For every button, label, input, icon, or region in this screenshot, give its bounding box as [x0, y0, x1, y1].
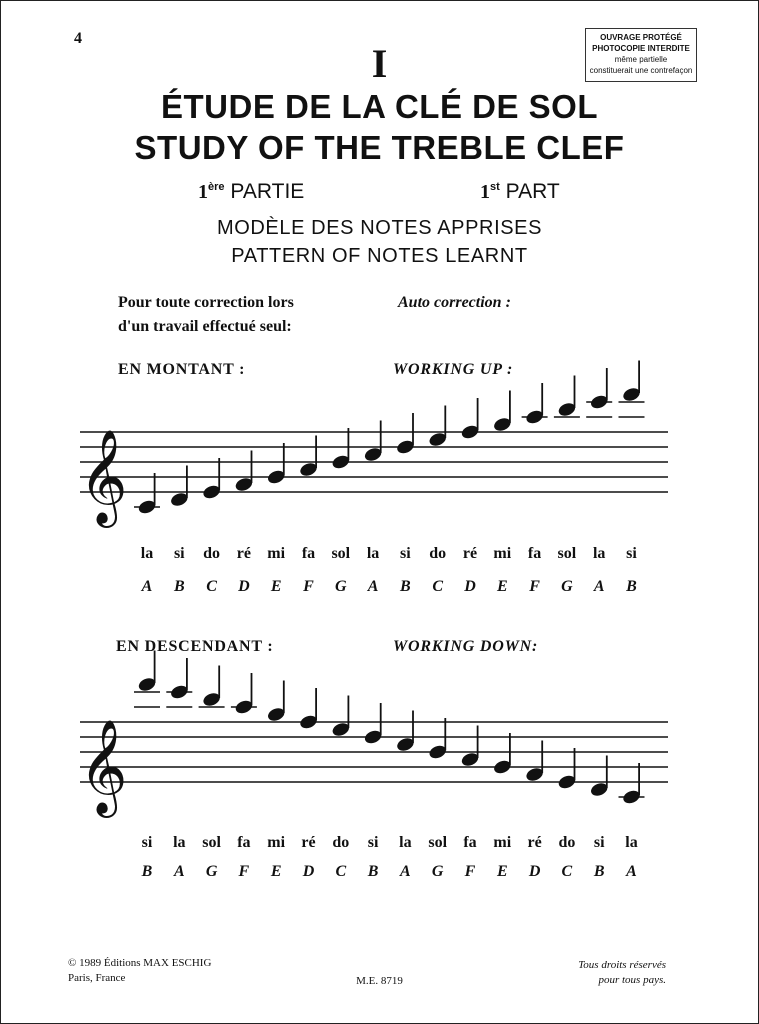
ascending-letter-label: F [303, 578, 314, 595]
descending-letter-label: A [626, 863, 637, 880]
part-french-number: 1 [198, 181, 208, 203]
footer-copyright: © 1989 Éditions MAX ESCHIG [68, 957, 212, 969]
descending-note [199, 666, 225, 709]
ascending-heading-english: WORKING UP : [393, 361, 514, 378]
part-english-number: 1 [480, 181, 490, 203]
part-french-suffix: ère [208, 181, 225, 193]
ascending-letter-label: G [561, 578, 573, 595]
ascending-note [134, 473, 160, 516]
descending-letter-label: D [302, 863, 315, 880]
descending-heading-french: EN DESCENDANT : [116, 638, 274, 655]
descending-letter-label: E [496, 863, 508, 880]
ascending-note [460, 398, 480, 441]
descending-solfege-label: la [625, 834, 638, 851]
descending-letter-label: B [141, 863, 153, 880]
ascending-solfege-label: sol [331, 545, 351, 562]
treble-clef-icon: 𝄞 [79, 719, 128, 814]
descending-solfege-label: si [593, 834, 605, 851]
descending-note [266, 681, 286, 724]
ascending-note [395, 413, 415, 456]
descending-solfege-label: do [558, 834, 576, 851]
ascending-note [169, 466, 189, 509]
page-number: 4 [74, 30, 82, 47]
part-french-label: PARTIE [230, 180, 305, 203]
ascending-letter-label: E [270, 578, 282, 595]
footer-rights [540, 958, 666, 988]
correction-french-line-1: Pour toute correction lors [118, 294, 294, 311]
descending-note [395, 711, 415, 754]
ascending-note [492, 391, 512, 434]
ascending-letter-label: D [464, 578, 476, 595]
descending-letter-label: F [238, 863, 250, 880]
descending-solfege-row [0, 834, 759, 854]
ascending-solfege-label: la [366, 545, 380, 562]
descending-note [166, 658, 192, 707]
descending-solfege-label: fa [463, 834, 477, 851]
ascending-letter-label: G [335, 578, 347, 595]
descending-letter-row [0, 863, 759, 883]
footer-city: Paris, France [68, 972, 126, 984]
descending-solfege-label: mi [493, 834, 512, 851]
ascending-solfege-label: la [592, 545, 606, 562]
treble-clef-icon: 𝄞 [79, 429, 128, 524]
ascending-letter-label: F [529, 578, 540, 595]
ascending-solfege-label: la [140, 545, 154, 562]
descending-solfege-label: si [141, 834, 153, 851]
descending-letter-label: C [335, 863, 347, 880]
ascending-solfege-label: do [429, 545, 447, 562]
descending-solfege-label: mi [267, 834, 286, 851]
ascending-note [234, 451, 254, 494]
ascending-solfege-label: fa [527, 545, 542, 562]
descending-note [557, 748, 577, 791]
ascending-note [331, 428, 351, 471]
ascending-solfege-label: si [626, 545, 637, 562]
footer-rights-line-1: Tous droits réservés [578, 959, 666, 971]
ascending-solfege-label: mi [267, 545, 286, 562]
part-english-label: PART [505, 180, 560, 203]
ascending-note [298, 436, 318, 479]
ascending-note [363, 421, 383, 464]
correction-english: Auto correction : [398, 294, 511, 311]
ascending-note [202, 458, 222, 501]
ascending-solfege-label: ré [236, 545, 251, 562]
descending-letter-label: F [464, 863, 476, 880]
ascending-note [428, 406, 448, 449]
ascending-letter-label: B [400, 578, 411, 595]
ascending-letter-label: B [173, 578, 185, 595]
descending-note [331, 696, 351, 739]
ascending-solfege-label: mi [493, 545, 512, 562]
descending-note [298, 688, 318, 731]
ascending-solfege-label: si [173, 545, 185, 562]
notice-line-2: PHOTOCOPIE INTERDITE [592, 44, 690, 53]
descending-letter-label: G [431, 863, 444, 880]
ascending-solfege-label: sol [557, 545, 577, 562]
ascending-solfege-label: si [400, 545, 411, 562]
descending-heading-english: WORKING DOWN: [393, 638, 539, 655]
footer-catalog-number: M.E. 8719 [356, 975, 403, 987]
ascending-letter-label: A [593, 578, 605, 595]
descending-note [589, 756, 609, 799]
descending-note [525, 741, 545, 784]
descending-note [231, 673, 257, 716]
notice-line-3: même partielle [614, 55, 668, 64]
descending-letter-label: G [205, 863, 218, 880]
ascending-solfege-row [0, 545, 759, 565]
title-english: STUDY OF THE TREBLE CLEF [134, 129, 625, 166]
notice-line-4: constituerait une contrefaçon [589, 66, 693, 75]
ascending-letter-label: C [206, 578, 217, 595]
descending-letter-label: E [270, 863, 282, 880]
ascending-letter-label: D [238, 578, 250, 595]
ascending-solfege-label: fa [301, 545, 316, 562]
descending-note [492, 733, 512, 776]
descending-letter-label: D [528, 863, 541, 880]
ascending-note [554, 376, 580, 419]
descending-solfege-label: fa [237, 834, 251, 851]
descending-solfege-label: si [367, 834, 379, 851]
ascending-letter-label: B [626, 578, 637, 595]
chapter-numeral: I [371, 41, 388, 86]
descending-solfege-label: sol [202, 834, 221, 851]
descending-note [619, 763, 645, 806]
ascending-letter-label: A [367, 578, 379, 595]
descending-solfege-label: ré [527, 834, 542, 851]
footer-rights-line-2: pour tous pays. [598, 974, 666, 986]
part-english-suffix: st [490, 181, 500, 193]
ascending-solfege-label: ré [462, 545, 478, 562]
descending-solfege-label: sol [428, 834, 448, 851]
subtitle-english: PATTERN OF NOTES LEARNT [231, 245, 528, 267]
notice-line-1: OUVRAGE PROTÉGÉ [600, 33, 682, 42]
ascending-heading-french: EN MONTANT : [118, 361, 246, 378]
descending-note [460, 726, 480, 769]
descending-solfege-label: ré [301, 834, 316, 851]
descending-solfege-label: la [399, 834, 412, 851]
descending-note [428, 718, 448, 761]
ascending-note [586, 368, 612, 417]
ascending-letter-label: E [496, 578, 508, 595]
subtitle-french: MODÈLE DES NOTES APPRISES [216, 217, 543, 239]
descending-solfege-label: la [173, 834, 186, 851]
title-french: ÉTUDE DE LA CLÉ DE SOL [161, 88, 598, 125]
descending-letter-label: B [593, 863, 605, 880]
descending-letter-label: C [561, 863, 573, 880]
ascending-letter-label: A [141, 578, 153, 595]
ascending-letter-label: C [432, 578, 444, 595]
ascending-solfege-label: do [203, 545, 221, 562]
ascending-note [619, 361, 645, 418]
descending-letter-label: A [400, 863, 411, 880]
descending-solfege-label: do [332, 834, 350, 851]
descending-note [134, 651, 160, 708]
descending-note [363, 703, 383, 746]
descending-letter-label: B [367, 863, 379, 880]
ascending-note [266, 443, 286, 486]
ascending-letter-row [0, 578, 759, 598]
descending-letter-label: A [173, 863, 185, 880]
ascending-note [522, 383, 548, 426]
correction-french-line-2: d'un travail effectué seul: [118, 318, 292, 335]
